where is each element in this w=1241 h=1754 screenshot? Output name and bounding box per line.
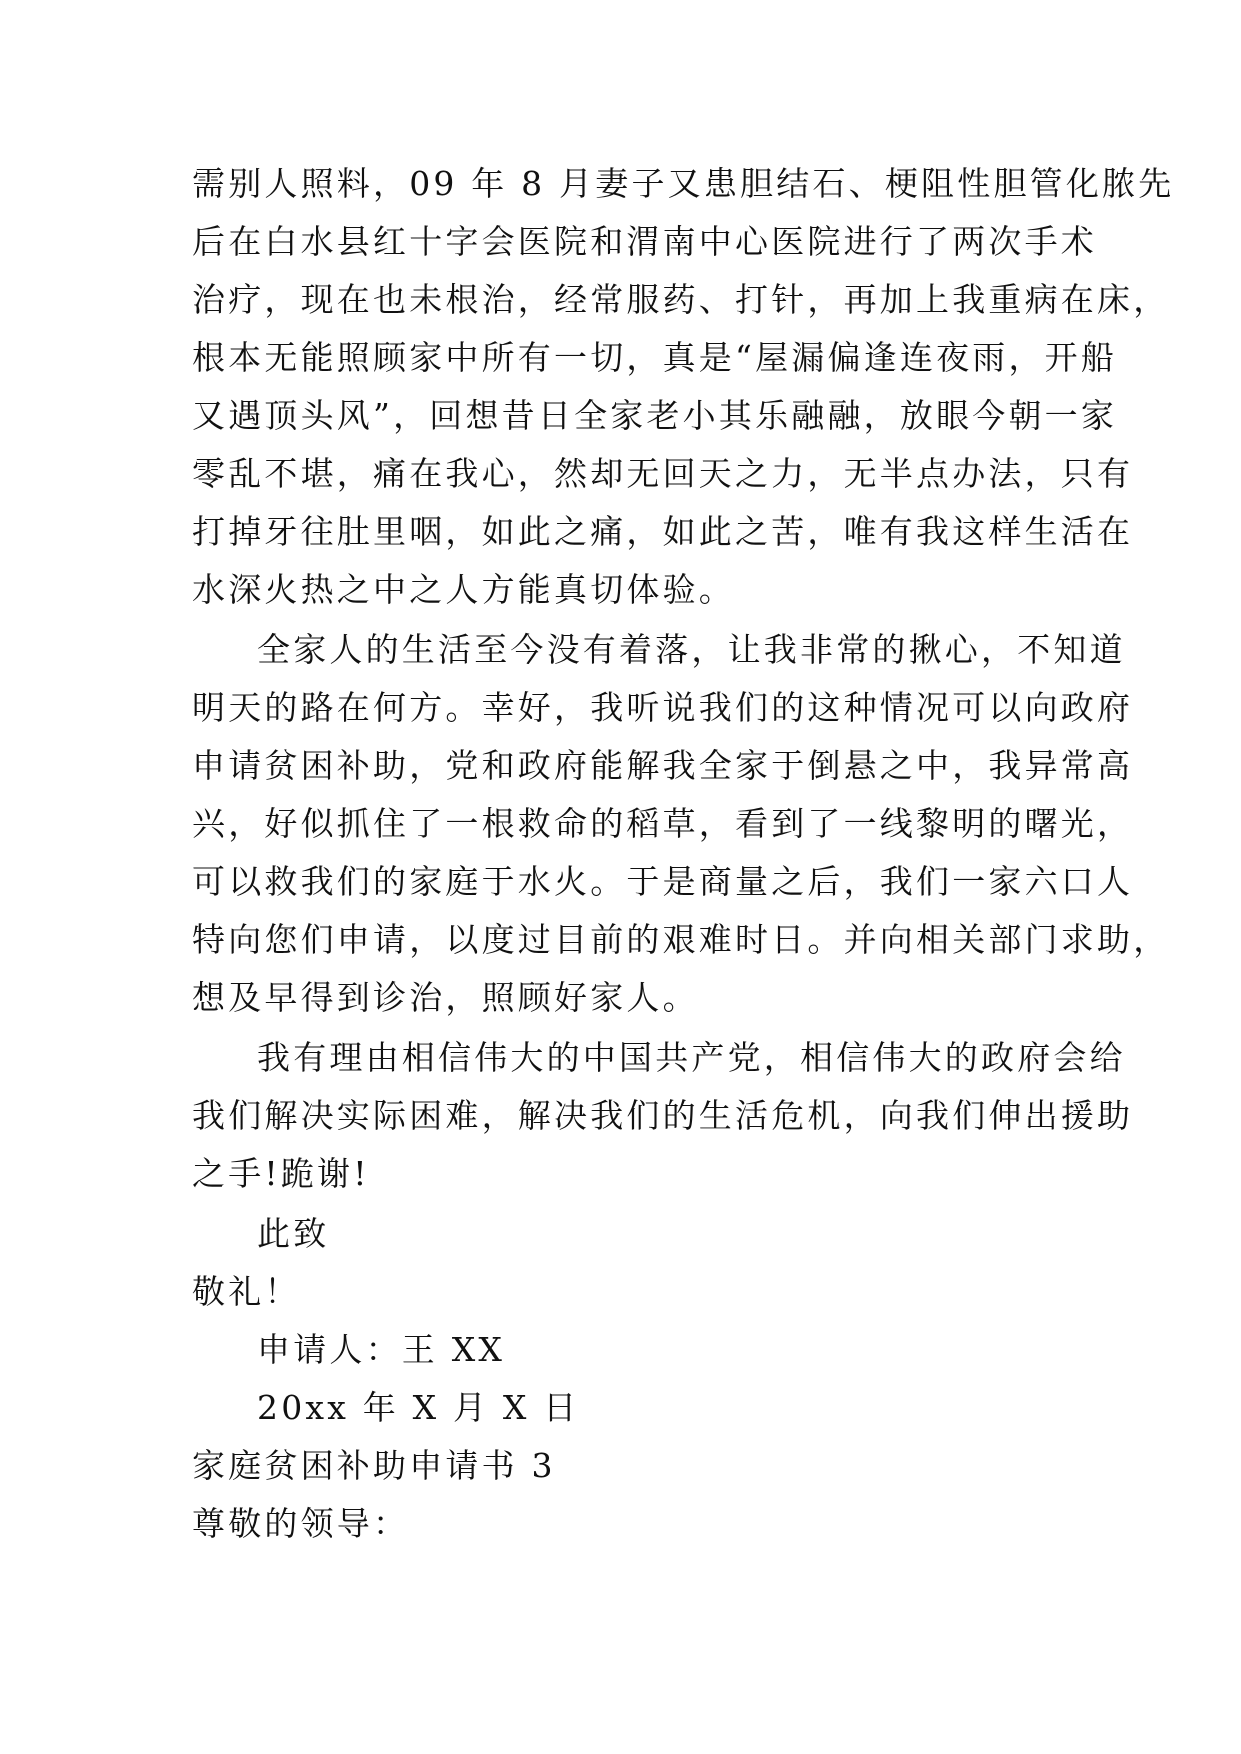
body-text-line: 水深火热之中之人方能真切体验。 [192,570,735,609]
body-text-line: 后在白水县红十字会医院和渭南中心医院进行了两次手术 [192,222,1097,261]
body-text-line: 又遇顶头风”，回想昔日全家老小其乐融融，放眼今朝一家 [192,396,1118,435]
body-text-line: 治疗，现在也未根治，经常服药、打针，再加上我重病在床， [192,280,1170,319]
closing-regards: 敬礼！ [192,1272,301,1311]
body-text-line: 打掉牙往肚里咽，如此之痛，如此之苦，唯有我这样生活在 [192,512,1134,551]
body-text-line: 明天的路在何方。幸好，我听说我们的这种情况可以向政府 [192,688,1134,727]
letter-greeting: 尊敬的领导： [192,1504,410,1543]
section-title: 家庭贫困补助申请书 3 [192,1446,556,1485]
body-text-line: 需别人照料，09 年 8 月妻子又患胆结石、梗阻性胆管化脓先 [192,164,1175,203]
body-text-line: 申请贫困补助，党和政府能解我全家于倒悬之中，我异常高 [192,746,1134,785]
body-text-line: 我们解决实际困难，解决我们的生活危机，向我们伸出援助 [192,1096,1134,1135]
body-text-line: 可以救我们的家庭于水火。于是商量之后，我们一家六口人 [192,862,1134,901]
body-text-line: 兴，好似抓住了一根救命的稻草，看到了一线黎明的曙光， [192,804,1134,843]
signature-date: 20xx 年 X 月 X 日 [257,1388,580,1427]
body-text-line: 根本无能照顾家中所有一切，真是“屋漏偏逢连夜雨，开船 [192,338,1118,377]
paragraph-first-line: 全家人的生活至今没有着落，让我非常的揪心，不知道 [257,630,1126,669]
body-text-line: 零乱不堪，痛在我心，然却无回天之力，无半点办法，只有 [192,454,1134,493]
applicant-signature: 申请人：王 XX [257,1330,506,1369]
body-text-line: 特向您们申请，以度过目前的艰难时日。并向相关部门求助， [192,920,1170,959]
paragraph-first-line: 我有理由相信伟大的中国共产党，相信伟大的政府会给 [257,1038,1126,1077]
closing-salutation: 此致 [257,1214,330,1253]
body-text-line: 之手!跪谢! [192,1154,370,1193]
body-text-line: 想及早得到诊治，照顾好家人。 [192,978,699,1017]
